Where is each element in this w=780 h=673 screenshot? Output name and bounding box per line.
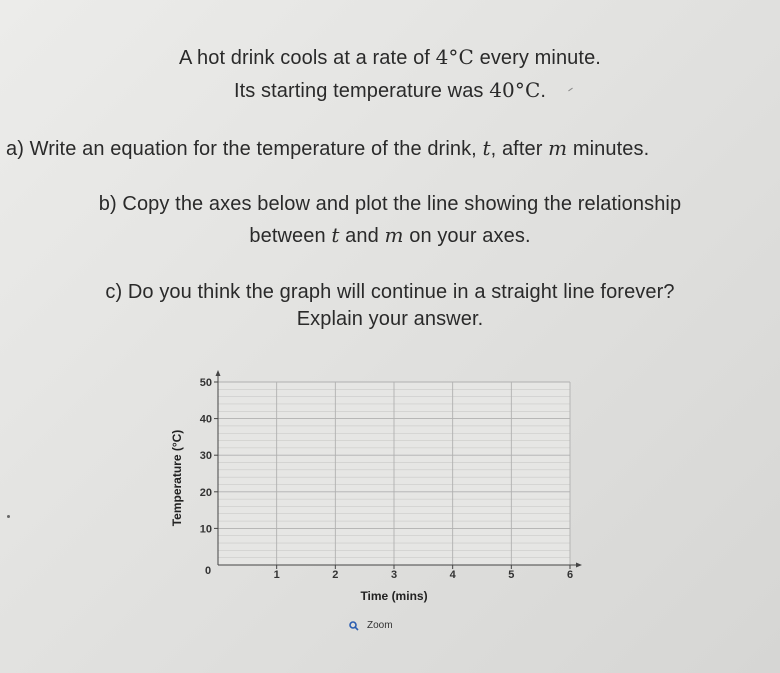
- question-b-text: between: [249, 225, 332, 247]
- y-tick-label: 30: [199, 450, 212, 463]
- x-tick-label: 1: [273, 569, 280, 581]
- zoom-label: Zoom: [367, 620, 393, 631]
- x-tick-label: 2: [332, 569, 339, 581]
- x-tick-label: 6: [566, 569, 574, 581]
- question-a-text: minutes.: [567, 138, 650, 160]
- y-axis-arrow: [216, 370, 221, 376]
- zoom-icon: [349, 621, 359, 631]
- y-tick-label: 40: [199, 413, 212, 426]
- variable-t: t: [331, 223, 340, 247]
- variable-t: t: [482, 136, 491, 160]
- x-tick-label: 5: [508, 569, 515, 581]
- x-tick-label: 3: [390, 569, 398, 581]
- question-a-text: , after: [490, 138, 549, 160]
- y-tick-label: 20: [199, 486, 212, 499]
- origin-label: 0: [204, 565, 212, 577]
- y-tick-labels: [200, 377, 212, 535]
- question-c-line-2: Explain your answer.: [296, 308, 484, 330]
- x-axis-arrow: [576, 563, 582, 568]
- intro-text: A hot drink cools at a rate of: [179, 47, 436, 69]
- start-temp-value: 40°C: [489, 78, 541, 102]
- x-tick-label: 4: [449, 569, 456, 581]
- question-b-text: and: [339, 225, 385, 247]
- y-tick-label: 10: [199, 523, 212, 536]
- question-b-text: on your axes.: [403, 225, 531, 247]
- y-axis-label: Temperature (°C): [170, 429, 184, 527]
- zoom-control[interactable]: [349, 620, 393, 631]
- question-c-line-1: c) Do you think the graph will continue in a straight line forever?: [105, 281, 675, 303]
- x-axis-label: Time (mins): [360, 589, 428, 603]
- question-a-text: a) Write an equation for the temperature of the drink,: [6, 138, 483, 160]
- question-b-line-2: [0, 223, 780, 248]
- intro-line-2: [0, 78, 780, 103]
- intro-line-1: [0, 45, 780, 70]
- question-a: [6, 136, 649, 161]
- intro-text: Its starting temperature was: [233, 80, 490, 102]
- question-b-line-1: b) Copy the axes below and plot the line showing the relationship: [98, 193, 682, 215]
- variable-m: m: [548, 136, 568, 160]
- intro-text: every minute.: [473, 47, 601, 69]
- rate-value: 4°C: [435, 45, 474, 69]
- variable-m: m: [384, 223, 404, 247]
- y-tick-label: 50: [199, 377, 212, 389]
- x-tick-labels: [274, 569, 573, 581]
- intro-text: .: [540, 80, 547, 102]
- stray-dot: [7, 515, 10, 518]
- temperature-chart: [160, 360, 600, 610]
